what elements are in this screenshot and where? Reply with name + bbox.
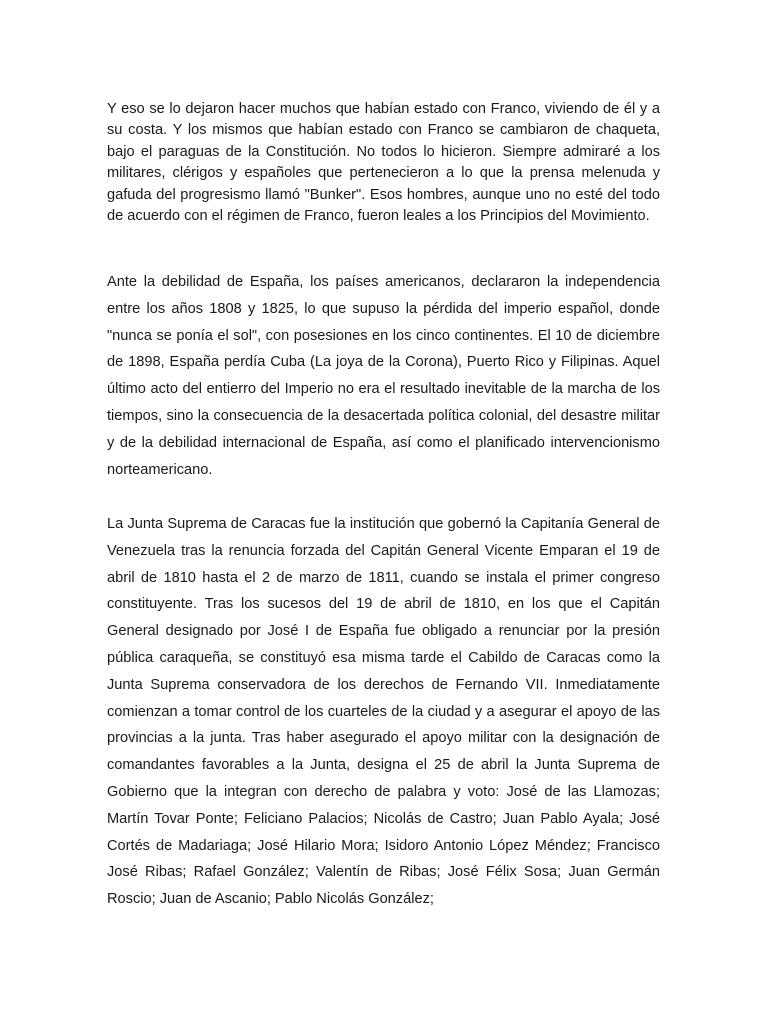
paragraph-franco-bunker: Y eso se lo dejaron hacer muchos que habían estado con Franco, viviendo de él y a su costa. Y los mismos que habían estado con Franco se cambiaron de chaqueta, bajo el paraguas de la Constitución. No todos lo hicieron. Siempre admiraré a los militares, clérigos y españoles que pertenecieron a lo que la prensa melenuda y gafuda del progresismo llamó "Bunker". Esos hombres, aunque uno no esté del todo de acuerdo con el régimen de Franco, fueron leales a los Principios del Movimiento. <box>107 101 660 225</box>
paragraph-junta-caracas: La Junta Suprema de Caracas fue la institución que gobernó la Capitanía General de Venezuela tras la renuncia forzada del Capitán General Vicente Emparan el 19 de abril de 1810 hasta el 2 de marzo de 1811, cuando se instala el primer congreso constituyente. Tras los sucesos del 19 de abril de 1810, en los que el Capitán General designado por José I de España fue obligado a renunciar por la presión pública caraqueña, se constituyó esa misma tarde el Cabildo de Caracas como la Junta Suprema conservadora de los derechos de Fernando VII. Inmediatamente comienzan a tomar control de los cuarteles de la ciudad y a asegurar el apoyo de las provincias a la junta. Tras haber asegurado el apoyo militar con la designación de comandantes favorables a la Junta, designa el 25 de abril la Junta Suprema de Gobierno que la integran con derecho de palabra y voto: José de las Llamozas; Martín Tovar Ponte; Feliciano Palacios; Nicolás de Castro; Juan Pablo Ayala; José Cortés de Madariaga; José Hilario Mora; Isidoro Antonio López Méndez; Francisco José Ribas; Rafael González; Valentín de Ribas; José Félix Sosa; Juan Germán Roscio; Juan de Ascanio; Pablo Nicolás González; <box>107 516 660 908</box>
paragraph-spanish-empire: Ante la debilidad de España, los países americanos, declararon la independencia entre los años 1808 y 1825, lo que supuso la pérdida del imperio español, donde "nunca se ponía el sol", con posesiones en los cinco continentes. El 10 de diciembre de 1898, España perdía Cuba (La joya de la Corona), Puerto Rico y Filipinas. Aquel último acto del entierro del Imperio no era el resultado inevitable de la marcha de los tiempos, sino la consecuencia de la desacertada política colonial, del desastre militar y de la debilidad internacional de España, así como el planificado intervencionismo norteamericano. <box>107 274 660 478</box>
